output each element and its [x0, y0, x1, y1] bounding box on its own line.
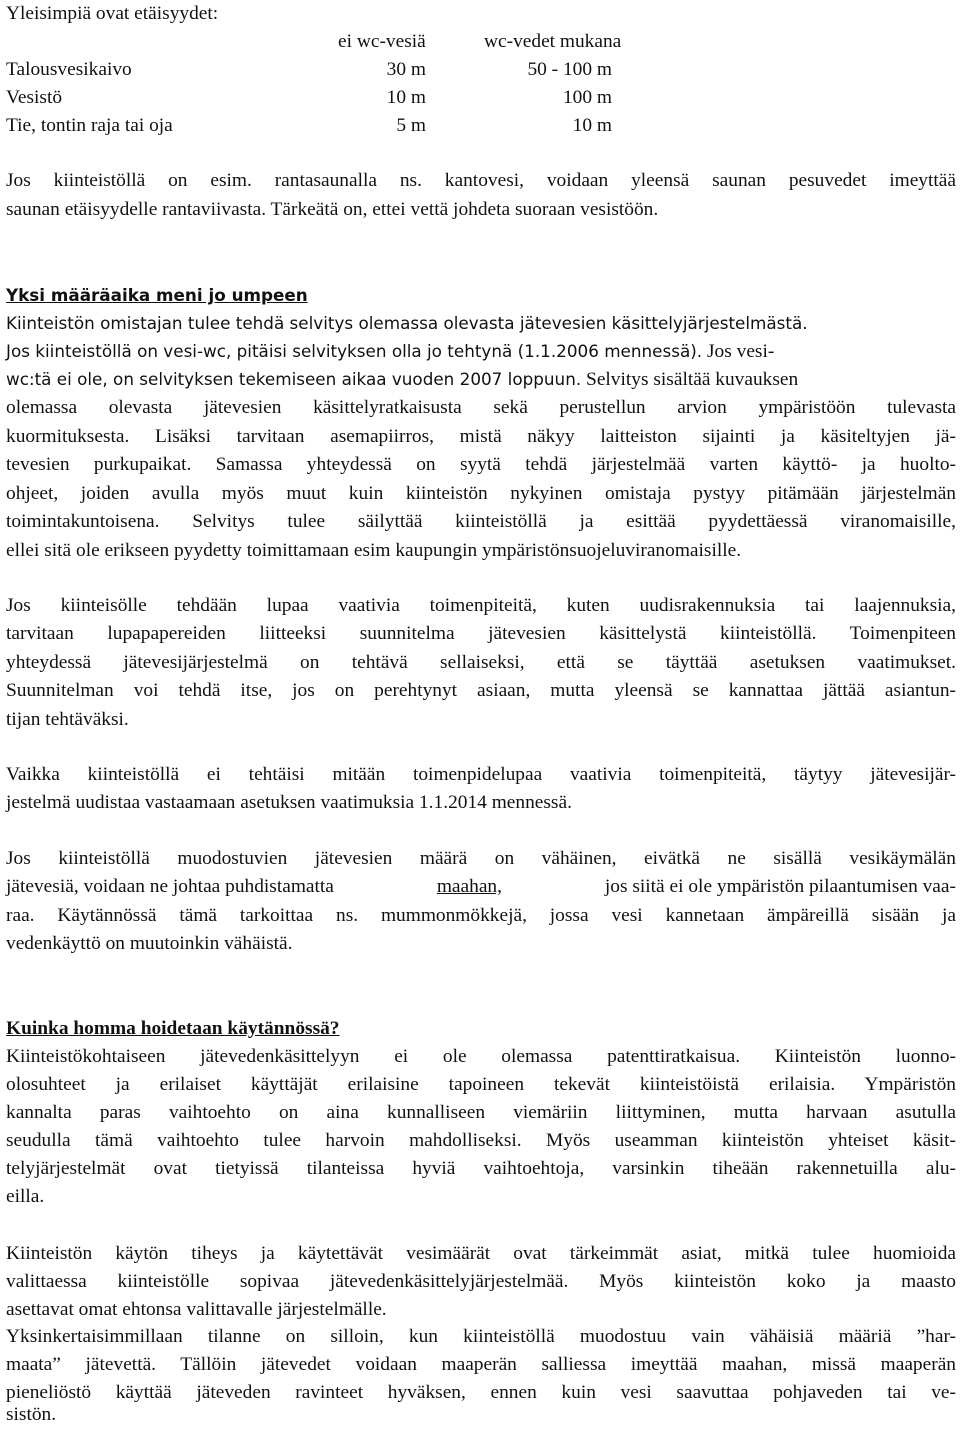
row-value-no-wc: 5 m — [396, 115, 426, 136]
column-header-with-wc: wc-vedet mukana — [484, 31, 622, 52]
text-run: wc:tä ei ole, on selvityksen tekemiseen aikaa vuoden 2007 loppuun. — [6, 369, 582, 389]
paragraph-line: Kiinteistön omistajan tulee tehdä selvitys olemassa olevasta jätevesien käsittelyjärjestelmästä. — [6, 313, 808, 333]
section-title-deadline: Yksi määräaika meni jo umpeen — [6, 285, 308, 305]
paragraph-line: maata” jätevettä. Tällöin jätevedet voidaan maaperän salliessa imeyttää maahan, missä maaperän — [6, 1354, 956, 1375]
paragraph-line: sistön. — [6, 1404, 57, 1425]
paragraph-line: ellei sitä ole erikseen pyydetty toimittamaan esim kaupungin ympäristönsuojeluviranomaisille. — [6, 540, 742, 561]
paragraph-line: Suunnitelman voi tehdä itse, jos on perehtynyt asiaan, mutta yleensä se kannattaa jättää asiantun- — [6, 680, 956, 701]
text-run: jos siitä ei ole ympäristön pilaantumisen vaa- — [604, 876, 956, 897]
paragraph-line: Jos kiinteistöllä on esim. rantasaunalla ns. kantovesi, voidaan yleensä saunan pesuvedet imeyttää — [6, 170, 956, 191]
paragraph-line: raa. Käytännössä tämä tarkoittaa ns. mummonmökkejä, jossa vesi kannetaan ämpäreillä sisään ja — [6, 905, 956, 926]
paragraph-line: Yksinkertaisimmillaan tilanne on silloin, kun kiinteistöllä muodostuu vain vähäisiä määriä ”har- — [6, 1326, 956, 1347]
paragraph-line: toimintakuntoisena. Selvitys tulee säilyttää kiinteistöllä ja esittää pyydettäessä viranomaisille, — [6, 511, 956, 532]
paragraph-line: seudulla tämä vaihtoehto tulee harvoin mahdolliseksi. Myös useamman kiinteistön yhteiset käsit- — [6, 1130, 956, 1151]
table-row — [6, 84, 956, 112]
row-label: Tie, tontin raja tai oja — [6, 115, 173, 136]
paragraph-line — [6, 365, 798, 395]
table-row — [6, 112, 956, 140]
paragraph-line: ohjeet, joiden avulla myös muut kuin kiinteistön nykyinen omistaja pystyy pitämään järjestelmän — [6, 483, 956, 504]
text-run: jätevesiä, voidaan ne johtaa puhdistamatta — [6, 876, 334, 897]
paragraph-line: Jos kiinteisölle tehdään lupaa vaativia toimenpiteitä, kuten uudisrakennuksia tai laajennuksia, — [6, 595, 956, 616]
paragraph-line: olemassa olevasta jätevesien käsittelyratkaisusta sekä perustellun arvion ympäristöön tulevasta — [6, 397, 956, 418]
row-label: Talousvesikaivo — [6, 59, 132, 80]
distances-heading: Yleisimpiä ovat etäisyydet: — [6, 3, 219, 24]
paragraph-line — [6, 337, 774, 367]
paragraph-line: kuormituksesta. Lisäksi tarvitaan asemapiirros, mistä näkyy laitteiston sijainti ja käsiteltyjen jä- — [6, 426, 956, 447]
paragraph-line: kannalta paras vaihtoehto on aina kunnalliseen viemäriin liittyminen, mutta harvaan asutulla — [6, 1102, 956, 1123]
paragraph-line: telyjärjestelmät ovat tietyissä tilanteissa hyviä vaihtoehtoja, varsinkin tiheään rakennetuilla alu- — [6, 1158, 956, 1179]
paragraph-line: eilla. — [6, 1186, 45, 1207]
row-value-with-wc: 50 - 100 m — [527, 59, 612, 80]
row-value-no-wc: 30 m — [386, 59, 426, 80]
row-value-no-wc: 10 m — [386, 87, 426, 108]
paragraph-line: pieneliöstö käyttää jäteveden ravinteet hyväksen, ennen kuin vesi saavuttaa pohjaveden tai ve- — [6, 1382, 956, 1403]
section-title-how-to: Kuinka homma hoidetaan käytännössä? — [6, 1018, 340, 1039]
text-run: Jos vesi- — [706, 341, 775, 362]
paragraph-line: vedenkäyttö on muutoinkin vähäistä. — [6, 933, 293, 954]
row-value-with-wc: 10 m — [572, 115, 612, 136]
paragraph-line: Jos kiinteistöllä muodostuvien jätevesien määrä on vähäinen, eivätkä ne sisällä vesikäymälän — [6, 848, 956, 869]
paragraph-line: Kiinteistökohtaiseen jätevedenkäsittelyyn ei ole olemassa patenttiratkaisua. Kiinteistön luonno- — [6, 1046, 956, 1067]
paragraph-line: yhteydessä jätevesijärjestelmä on tehtävä sellaiseksi, että se täyttää asetuksen vaatimukset. — [6, 652, 956, 673]
paragraph-line: saunan etäisyydelle rantaviivasta. Tärkeätä on, ettei vettä johdeta suoraan vesistöön. — [6, 199, 659, 220]
paragraph-line: tarvitaan lupapapereiden liitteeksi suunnitelma jätevesien käsittelystä kiinteistöllä. Toimenpiteen — [6, 623, 956, 644]
paragraph-line: asettavat omat ehtonsa valittavalle järjestelmälle. — [6, 1299, 387, 1320]
row-value-with-wc: 100 m — [562, 87, 612, 108]
row-label: Vesistö — [6, 87, 63, 108]
paragraph-line: jestelmä uudistaa vastaamaan asetuksen vaatimuksia 1.1.2014 mennessä. — [6, 792, 572, 813]
table-row — [6, 56, 956, 84]
paragraph-line: olosuhteet ja erilaiset käyttäjät erilaisine tapoineen tekevät kiinteistöistä erilaisia. Ympäristön — [6, 1074, 956, 1095]
paragraph-line — [6, 873, 956, 902]
column-header-no-wc: ei wc-vesiä — [338, 31, 426, 52]
distances-header-row — [6, 28, 956, 56]
paragraph-line: tevesien purkupaikat. Samassa yhteydessä on syytä tehdä järjestelmää varten käyttö- ja huolto- — [6, 454, 956, 475]
paragraph-line: Vaikka kiinteistöllä ei tehtäisi mitään toimenpidelupaa vaativia toimenpiteitä, täytyy jätevesijär- — [6, 764, 956, 785]
maahan-link[interactable]: maahan, — [436, 876, 502, 897]
paragraph-line: Kiinteistön käytön tiheys ja käytettävät vesimäärät ovat tärkeimmät asiat, mitkä tulee huomioida — [6, 1243, 956, 1264]
paragraph-line: tijan tehtäväksi. — [6, 709, 129, 730]
paragraph-line: valittaessa kiinteistölle sopivaa jätevedenkäsittelyjärjestelmää. Myös kiinteistön koko ja maasto — [6, 1271, 956, 1292]
text-run: Selvitys sisältää kuvauksen — [586, 369, 799, 390]
text-run: Jos kiinteistöllä on vesi-wc, pitäisi selvityksen olla jo tehtynä (1.1.2006 mennessä). — [6, 341, 703, 361]
